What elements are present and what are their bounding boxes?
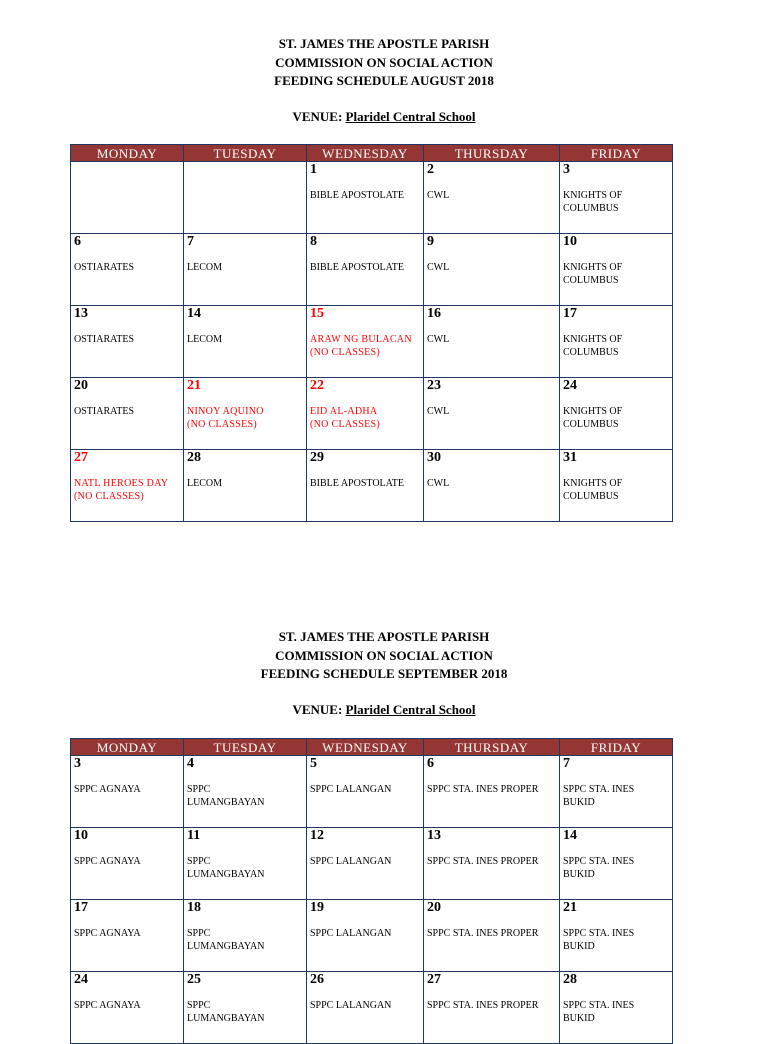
holiday-label: NINOY AQUINO (NO CLASSES) — [187, 406, 264, 430]
assigned-group: SPPC STA. INES PROPER — [427, 1000, 539, 1011]
day-cell — [424, 450, 560, 522]
weekday-header-row — [71, 739, 673, 756]
assigned-group: SPPC STA. INES PROPER — [427, 784, 539, 795]
assigned-group: KNIGHTS OF COLUMBUS — [563, 262, 623, 286]
day-number: 7 — [187, 234, 194, 249]
day-number: 14 — [187, 306, 201, 321]
day-number: 4 — [187, 756, 194, 771]
day-number: 19 — [310, 900, 324, 915]
assigned-group: SPPC STA. INES PROPER — [427, 928, 539, 939]
assigned-group: BIBLE APOSTOLATE — [310, 190, 404, 201]
venue-line — [0, 109, 768, 125]
day-cell — [307, 972, 424, 1044]
day-cell — [560, 162, 673, 234]
day-cell — [307, 450, 424, 522]
day-number: 25 — [187, 972, 201, 987]
weekday-header: WEDNESDAY — [307, 739, 424, 756]
weekday-header: WEDNESDAY — [307, 145, 424, 162]
day-cell — [560, 900, 673, 972]
venue-line — [0, 702, 768, 718]
day-number: 16 — [427, 306, 441, 321]
day-cell — [307, 162, 424, 234]
assigned-group: LECOM — [187, 262, 222, 273]
week-row — [71, 828, 673, 900]
day-number: 27 — [74, 450, 88, 465]
day-cell — [307, 828, 424, 900]
day-number: 22 — [310, 378, 324, 393]
august-header — [0, 35, 768, 91]
venue-label: VENUE: — [292, 108, 343, 124]
day-cell — [184, 756, 307, 828]
september-section — [0, 628, 768, 718]
week-row — [71, 162, 673, 234]
weekday-header: TUESDAY — [184, 739, 307, 756]
september-calendar-table — [70, 738, 673, 1044]
holiday-label: EID AL-ADHA (NO CLASSES) — [310, 406, 380, 430]
assigned-group: SPPC AGNAYA — [74, 856, 141, 867]
parish-name: ST. JAMES THE APOSTLE PARISH — [278, 36, 490, 51]
assigned-group: KNIGHTS OF COLUMBUS — [563, 190, 623, 214]
day-cell — [184, 450, 307, 522]
assigned-group: SPPC LUMANGBAYAN — [187, 928, 265, 952]
weekday-header: MONDAY — [71, 145, 184, 162]
day-number: 10 — [74, 828, 88, 843]
day-cell — [307, 756, 424, 828]
day-number: 3 — [563, 162, 570, 177]
day-number: 5 — [310, 756, 317, 771]
day-cell — [560, 828, 673, 900]
day-cell — [184, 162, 307, 234]
week-row — [71, 306, 673, 378]
venue-place: Plaridel Central School — [345, 108, 476, 124]
day-number: 29 — [310, 450, 324, 465]
assigned-group: SPPC AGNAYA — [74, 1000, 141, 1011]
assigned-group: KNIGHTS OF COLUMBUS — [563, 334, 623, 358]
day-cell — [424, 378, 560, 450]
parish-name: ST. JAMES THE APOSTLE PARISH — [278, 629, 490, 644]
day-cell — [71, 378, 184, 450]
assigned-group: OSTIARATES — [74, 406, 135, 417]
weekday-header: THURSDAY — [424, 145, 560, 162]
day-number: 13 — [74, 306, 88, 321]
day-number: 3 — [74, 756, 81, 771]
day-cell — [71, 162, 184, 234]
day-number: 17 — [563, 306, 577, 321]
holiday-label: NATL HEROES DAY (NO CLASSES) — [74, 478, 169, 502]
day-cell — [71, 972, 184, 1044]
assigned-group: SPPC LALANGAN — [310, 928, 392, 939]
day-number: 15 — [310, 306, 324, 321]
day-cell — [71, 828, 184, 900]
day-cell — [424, 756, 560, 828]
week-row — [71, 756, 673, 828]
day-cell — [424, 162, 560, 234]
day-cell — [424, 306, 560, 378]
day-number: 1 — [310, 162, 317, 177]
assigned-group: CWL — [427, 262, 450, 273]
holiday-label: ARAW NG BULACAN (NO CLASSES) — [310, 334, 412, 358]
day-cell — [307, 900, 424, 972]
day-cell — [184, 900, 307, 972]
day-cell — [560, 972, 673, 1044]
day-number: 18 — [187, 900, 201, 915]
assigned-group: CWL — [427, 334, 450, 345]
assigned-group: BIBLE APOSTOLATE — [310, 262, 404, 273]
day-number: 31 — [563, 450, 577, 465]
assigned-group: SPPC LUMANGBAYAN — [187, 1000, 265, 1024]
day-cell — [560, 234, 673, 306]
day-number: 2 — [427, 162, 434, 177]
day-cell — [71, 234, 184, 306]
weekday-header: TUESDAY — [184, 145, 307, 162]
day-number: 10 — [563, 234, 577, 249]
week-row — [71, 900, 673, 972]
day-cell — [424, 234, 560, 306]
day-cell — [184, 972, 307, 1044]
assigned-group: OSTIARATES — [74, 262, 135, 273]
venue-place: Plaridel Central School — [345, 701, 476, 717]
day-cell — [71, 900, 184, 972]
day-cell — [424, 900, 560, 972]
assigned-group: LECOM — [187, 478, 222, 489]
day-number: 28 — [563, 972, 577, 987]
day-cell — [184, 234, 307, 306]
day-number: 6 — [427, 756, 434, 771]
day-cell — [560, 756, 673, 828]
day-number: 30 — [427, 450, 441, 465]
day-cell — [184, 306, 307, 378]
assigned-group: SPPC LALANGAN — [310, 784, 392, 795]
assigned-group: CWL — [427, 478, 450, 489]
assigned-group: SPPC LALANGAN — [310, 856, 392, 867]
assigned-group: SPPC STA. INES BUKID — [563, 784, 635, 808]
assigned-group: OSTIARATES — [74, 334, 135, 345]
week-row — [71, 378, 673, 450]
weekday-header: THURSDAY — [424, 739, 560, 756]
day-cell — [184, 828, 307, 900]
assigned-group: KNIGHTS OF COLUMBUS — [563, 406, 623, 430]
weekday-header: MONDAY — [71, 739, 184, 756]
assigned-group: BIBLE APOSTOLATE — [310, 478, 404, 489]
day-cell — [71, 756, 184, 828]
commission-name: COMMISSION ON SOCIAL ACTION — [275, 647, 493, 663]
day-number: 21 — [563, 900, 577, 915]
day-number: 9 — [427, 234, 434, 249]
day-cell — [424, 972, 560, 1044]
day-number: 14 — [563, 828, 577, 843]
day-cell — [71, 306, 184, 378]
day-cell — [424, 828, 560, 900]
assigned-group: SPPC STA. INES BUKID — [563, 1000, 635, 1024]
assigned-group: CWL — [427, 190, 450, 201]
commission-name: COMMISSION ON SOCIAL ACTION — [275, 54, 493, 70]
day-cell — [560, 450, 673, 522]
august-calendar-table — [70, 144, 673, 522]
day-cell — [307, 306, 424, 378]
day-cell — [307, 378, 424, 450]
assigned-group: LECOM — [187, 334, 222, 345]
assigned-group: KNIGHTS OF COLUMBUS — [563, 478, 623, 502]
assigned-group: SPPC STA. INES PROPER — [427, 856, 539, 867]
day-cell — [184, 378, 307, 450]
day-number: 21 — [187, 378, 201, 393]
day-cell — [560, 378, 673, 450]
day-number: 24 — [563, 378, 577, 393]
assigned-group: SPPC AGNAYA — [74, 928, 141, 939]
assigned-group: SPPC LUMANGBAYAN — [187, 784, 265, 808]
day-number: 23 — [427, 378, 441, 393]
week-row — [71, 450, 673, 522]
day-number: 11 — [187, 828, 201, 843]
week-row — [71, 234, 673, 306]
venue-label: VENUE: — [292, 701, 343, 717]
weekday-header: FRIDAY — [560, 145, 673, 162]
day-number: 12 — [310, 828, 324, 843]
assigned-group: SPPC AGNAYA — [74, 784, 141, 795]
week-row — [71, 972, 673, 1044]
day-number: 13 — [427, 828, 441, 843]
assigned-group: SPPC STA. INES BUKID — [563, 856, 635, 880]
day-number: 20 — [427, 900, 441, 915]
september-header — [0, 628, 768, 684]
day-number: 7 — [563, 756, 570, 771]
weekday-header-row — [71, 145, 673, 162]
assigned-group: SPPC LALANGAN — [310, 1000, 392, 1011]
day-number: 27 — [427, 972, 441, 987]
day-cell — [71, 450, 184, 522]
day-number: 6 — [74, 234, 81, 249]
schedule-title: FEEDING SCHEDULE SEPTEMBER 2018 — [260, 666, 508, 681]
day-number: 20 — [74, 378, 88, 393]
day-number: 8 — [310, 234, 317, 249]
day-number: 17 — [74, 900, 88, 915]
assigned-group: SPPC LUMANGBAYAN — [187, 856, 265, 880]
day-number: 28 — [187, 450, 201, 465]
day-number: 24 — [74, 972, 88, 987]
day-cell — [307, 234, 424, 306]
weekday-header: FRIDAY — [560, 739, 673, 756]
day-number: 26 — [310, 972, 324, 987]
schedule-title: FEEDING SCHEDULE AUGUST 2018 — [274, 73, 494, 88]
assigned-group: SPPC STA. INES BUKID — [563, 928, 635, 952]
august-section — [0, 35, 768, 125]
assigned-group: CWL — [427, 406, 450, 417]
day-cell — [560, 306, 673, 378]
